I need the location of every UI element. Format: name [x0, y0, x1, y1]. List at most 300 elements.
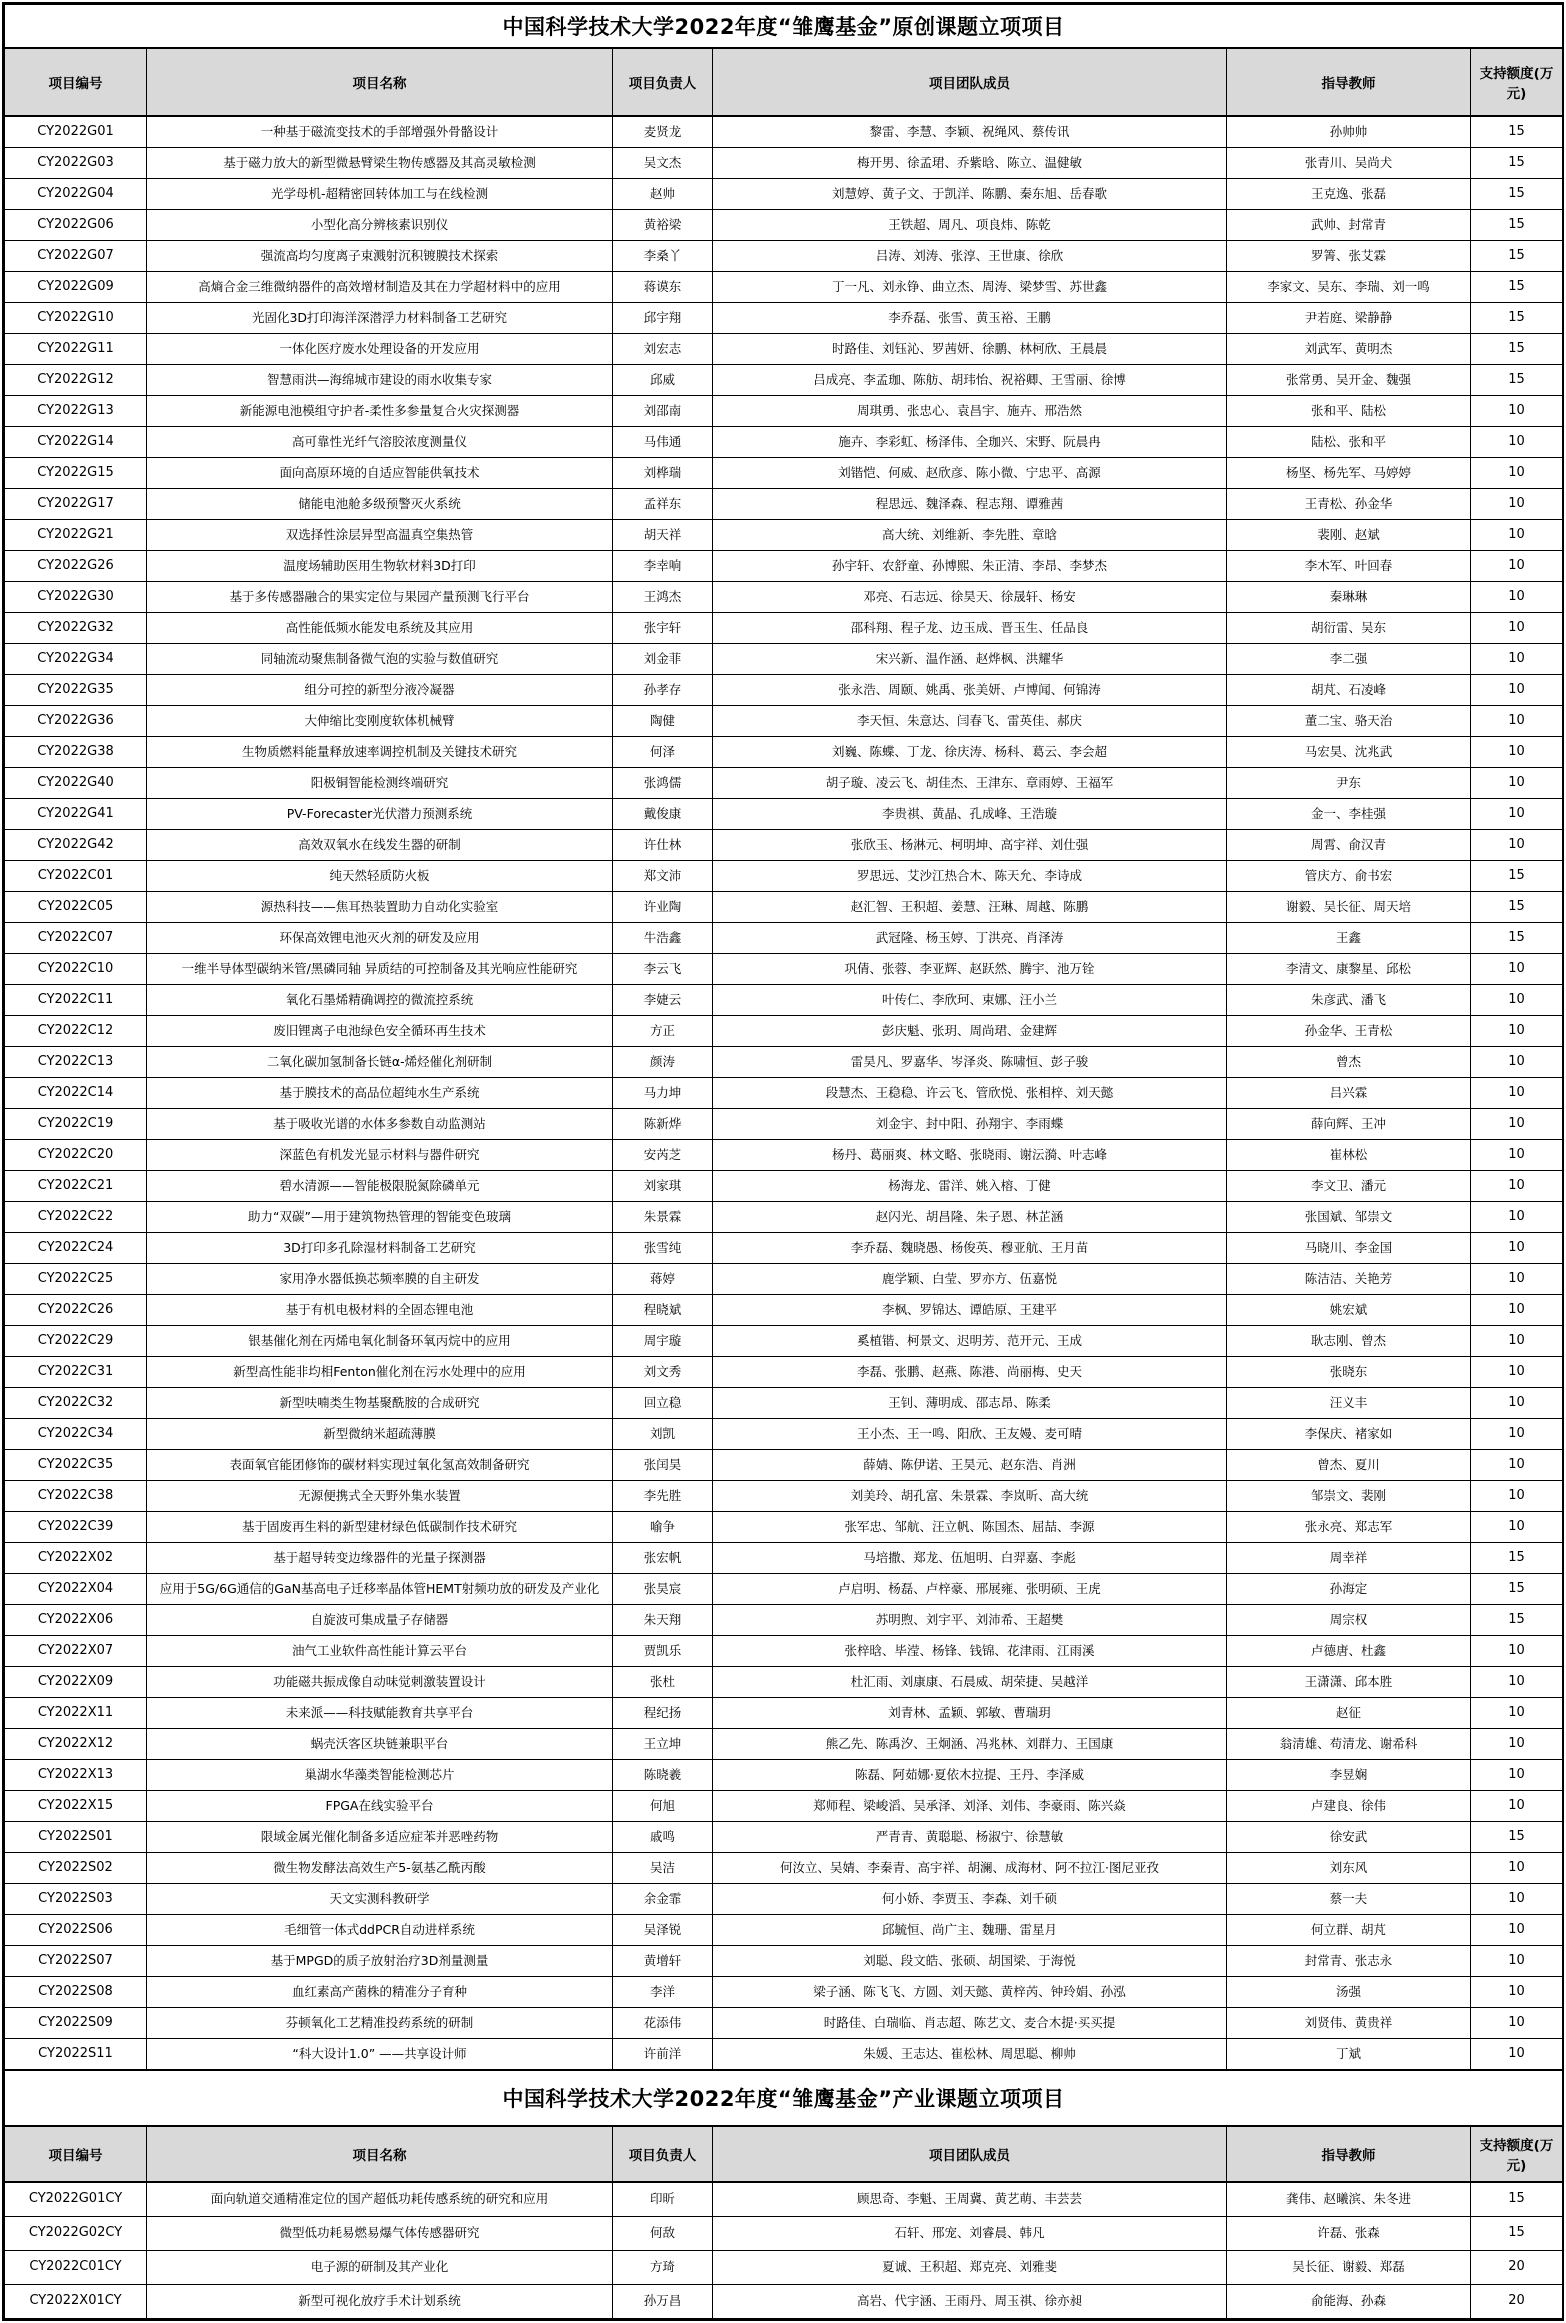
amount-cell: 10: [1471, 520, 1563, 551]
project-name-cell: 面向轨道交通精准定位的国产超低功耗传感系统的研究和应用: [147, 2182, 613, 2217]
project-leader-cell: 张昊宸: [613, 1574, 713, 1605]
table-row: [5, 334, 1563, 365]
project-advisors-cell: 秦琳琳: [1227, 582, 1471, 613]
funding-projects-page: [2, 2, 1564, 2321]
project-id-cell: CY2022S11: [5, 2039, 147, 2070]
project-name-cell: 环保高效锂电池灭火剂的研发及应用: [147, 923, 613, 954]
table-row: [5, 644, 1563, 675]
project-name-cell: 温度场辅助医用生物软材料3D打印: [147, 551, 613, 582]
table-row: [5, 1605, 1563, 1636]
project-leader-cell: 王立坤: [613, 1729, 713, 1760]
project-name-cell: 基于有机电极材料的全固态锂电池: [147, 1295, 613, 1326]
table2-body: [5, 2182, 1563, 2319]
project-advisors-cell: 邹崇文、裴刚: [1227, 1481, 1471, 1512]
project-advisors-cell: 吴长征、谢毅、郑磊: [1227, 2251, 1471, 2285]
project-leader-cell: 张杜: [613, 1667, 713, 1698]
project-leader-cell: 吴文杰: [613, 148, 713, 179]
project-id-cell: CY2022G12: [5, 365, 147, 396]
project-team-cell: 张军忠、邹航、汪立帆、陈国杰、屈喆、李源: [713, 1512, 1227, 1543]
project-name-cell: 高性能低频水能发电系统及其应用: [147, 613, 613, 644]
project-team-cell: 鹿学颖、白莹、罗亦方、伍嘉悦: [713, 1264, 1227, 1295]
project-leader-cell: 李桑丫: [613, 241, 713, 272]
project-name-cell: 新型高性能非均相Fenton催化剂在污水处理中的应用: [147, 1357, 613, 1388]
project-advisors-cell: 张国斌、邹崇文: [1227, 1202, 1471, 1233]
project-leader-cell: 牛浩鑫: [613, 923, 713, 954]
project-id-cell: CY2022C01: [5, 861, 147, 892]
project-id-cell: CY2022G09: [5, 272, 147, 303]
column-header-project-name: 项目名称: [147, 2126, 613, 2182]
amount-cell: 10: [1471, 2039, 1563, 2070]
project-leader-cell: 朱景霖: [613, 1202, 713, 1233]
original-projects-table: [4, 4, 1563, 2070]
project-leader-cell: 马伟通: [613, 427, 713, 458]
amount-cell: 10: [1471, 1977, 1563, 2008]
table-row: [5, 768, 1563, 799]
table-row: [5, 1295, 1563, 1326]
project-id-cell: CY2022C32: [5, 1388, 147, 1419]
project-id-cell: CY2022X12: [5, 1729, 147, 1760]
amount-cell: 15: [1471, 179, 1563, 210]
project-leader-cell: 周宇璇: [613, 1326, 713, 1357]
project-team-cell: 李乔磊、魏晓愚、杨俊英、穆亚航、王月苗: [713, 1233, 1227, 1264]
project-name-cell: 表面氧官能团修饰的碳材料实现过氧化氢高效制备研究: [147, 1450, 613, 1481]
project-advisors-cell: 何立群、胡芃: [1227, 1915, 1471, 1946]
project-id-cell: CY2022C05: [5, 892, 147, 923]
column-header-project-leader: 项目负责人: [613, 48, 713, 116]
project-name-cell: 深蓝色有机发光显示材料与器件研究: [147, 1140, 613, 1171]
project-name-cell: 高效双氧水在线发生器的研制: [147, 830, 613, 861]
amount-cell: 10: [1471, 1667, 1563, 1698]
project-advisors-cell: 周幸祥: [1227, 1543, 1471, 1574]
project-leader-cell: 张雪纯: [613, 1233, 713, 1264]
table-row: [5, 427, 1563, 458]
project-id-cell: CY2022G14: [5, 427, 147, 458]
project-name-cell: 电子源的研制及其产业化: [147, 2251, 613, 2285]
project-leader-cell: 刘宏志: [613, 334, 713, 365]
table-row: [5, 1884, 1563, 1915]
amount-cell: 15: [1471, 334, 1563, 365]
amount-cell: 10: [1471, 799, 1563, 830]
project-advisors-cell: 谢毅、吴长征、周天培: [1227, 892, 1471, 923]
project-name-cell: 无源便携式全天野外集水装置: [147, 1481, 613, 1512]
project-leader-cell: 胡天祥: [613, 520, 713, 551]
project-advisors-cell: 张青川、吴尚犬: [1227, 148, 1471, 179]
project-team-cell: 刘青林、孟颖、郭敏、曹瑞玥: [713, 1698, 1227, 1729]
amount-cell: 10: [1471, 1946, 1563, 1977]
project-id-cell: CY2022C10: [5, 954, 147, 985]
project-name-cell: 新型可视化放疗手术计划系统: [147, 2285, 613, 2319]
project-name-cell: 智慧雨洪—海绵城市建设的雨水收集专家: [147, 365, 613, 396]
amount-cell: 15: [1471, 923, 1563, 954]
amount-cell: 10: [1471, 954, 1563, 985]
project-advisors-cell: 周霄、俞汉青: [1227, 830, 1471, 861]
project-team-cell: 邵科翔、程子龙、边玉成、晋玉生、任品良: [713, 613, 1227, 644]
amount-cell: 15: [1471, 1605, 1563, 1636]
project-leader-cell: 马力坤: [613, 1078, 713, 1109]
project-leader-cell: 安芮芝: [613, 1140, 713, 1171]
project-name-cell: 光学母机-超精密回转体加工与在线检测: [147, 179, 613, 210]
table-row: [5, 2217, 1563, 2251]
project-team-cell: 薛婧、陈伊诺、王昊元、赵东浩、肖洲: [713, 1450, 1227, 1481]
table-row: [5, 1977, 1563, 2008]
project-team-cell: 杜汇雨、刘康康、石晨威、胡荣捷、吴越洋: [713, 1667, 1227, 1698]
project-id-cell: CY2022G11: [5, 334, 147, 365]
amount-cell: 10: [1471, 1264, 1563, 1295]
project-id-cell: CY2022X11: [5, 1698, 147, 1729]
project-name-cell: 微生物发酵法高效生产5-氨基乙酰丙酸: [147, 1853, 613, 1884]
project-team-cell: 陈磊、阿茹娜·夏依木拉提、王丹、李泽威: [713, 1760, 1227, 1791]
project-advisors-cell: 周宗权: [1227, 1605, 1471, 1636]
project-leader-cell: 陶健: [613, 706, 713, 737]
project-name-cell: “科大设计1.0” ——共享设计师: [147, 2039, 613, 2070]
project-advisors-cell: 陆松、张和平: [1227, 427, 1471, 458]
project-name-cell: 新能源电池模组守护者-柔性多参量复合火灾探测器: [147, 396, 613, 427]
table-row: [5, 1853, 1563, 1884]
project-team-cell: 叶传仁、李欣珂、束娜、汪小兰: [713, 985, 1227, 1016]
project-team-cell: 夏诚、王积超、郑克亮、刘雅斐: [713, 2251, 1227, 2285]
amount-cell: 10: [1471, 551, 1563, 582]
project-advisors-cell: 李木军、叶回春: [1227, 551, 1471, 582]
project-id-cell: CY2022G26: [5, 551, 147, 582]
project-leader-cell: 许业陶: [613, 892, 713, 923]
project-id-cell: CY2022C14: [5, 1078, 147, 1109]
amount-cell: 10: [1471, 768, 1563, 799]
project-name-cell: 新型呋喃类生物基聚酰胺的合成研究: [147, 1388, 613, 1419]
project-leader-cell: 李幸响: [613, 551, 713, 582]
amount-cell: 15: [1471, 303, 1563, 334]
project-leader-cell: 许前洋: [613, 2039, 713, 2070]
project-id-cell: CY2022C26: [5, 1295, 147, 1326]
project-advisors-cell: 胡衍雷、吴东: [1227, 613, 1471, 644]
project-name-cell: 组分可控的新型分液冷凝器: [147, 675, 613, 706]
project-id-cell: CY2022X01CY: [5, 2285, 147, 2319]
amount-cell: 10: [1471, 1884, 1563, 1915]
project-advisors-cell: 孙海定: [1227, 1574, 1471, 1605]
project-advisors-cell: 汤强: [1227, 1977, 1471, 2008]
table-row: [5, 458, 1563, 489]
column-header-project-team: 项目团队成员: [713, 48, 1227, 116]
project-leader-cell: 李云飞: [613, 954, 713, 985]
column-header-project-team: 项目团队成员: [713, 2126, 1227, 2182]
table-row: [5, 2039, 1563, 2070]
project-name-cell: 自旋波可集成量子存储器: [147, 1605, 613, 1636]
project-team-cell: 卢启明、杨磊、卢梓豪、邢展雍、张明硕、王虎: [713, 1574, 1227, 1605]
amount-cell: 20: [1471, 2251, 1563, 2285]
amount-cell: 10: [1471, 1388, 1563, 1419]
amount-cell: 10: [1471, 1853, 1563, 1884]
column-header-advisors: 指导教师: [1227, 48, 1471, 116]
project-leader-cell: 张宏帆: [613, 1543, 713, 1574]
project-advisors-cell: 张常勇、吴开金、魏强: [1227, 365, 1471, 396]
table-row: [5, 116, 1563, 148]
project-name-cell: 蜗壳沃客区块链兼职平台: [147, 1729, 613, 1760]
project-id-cell: CY2022C25: [5, 1264, 147, 1295]
project-leader-cell: 余金霏: [613, 1884, 713, 1915]
amount-cell: 10: [1471, 1636, 1563, 1667]
table-row: [5, 2182, 1563, 2217]
table-row: [5, 2285, 1563, 2319]
table-row: [5, 1946, 1563, 1977]
project-leader-cell: 吴泽锐: [613, 1915, 713, 1946]
table-row: [5, 179, 1563, 210]
project-leader-cell: 刘金菲: [613, 644, 713, 675]
amount-cell: 10: [1471, 1791, 1563, 1822]
table-row: [5, 1760, 1563, 1791]
project-advisors-cell: 翁清雄、苟清龙、谢希科: [1227, 1729, 1471, 1760]
project-id-cell: CY2022C31: [5, 1357, 147, 1388]
project-leader-cell: 黄增轩: [613, 1946, 713, 1977]
project-name-cell: 家用净水器低换芯频率膜的自主研发: [147, 1264, 613, 1295]
amount-cell: 10: [1471, 489, 1563, 520]
project-team-cell: 张永浩、周颐、姚禹、张美妍、卢博闻、何锦涛: [713, 675, 1227, 706]
project-team-cell: 梅开男、徐孟珺、乔紫晗、陈立、温健敏: [713, 148, 1227, 179]
project-advisors-cell: 耿志刚、曾杰: [1227, 1326, 1471, 1357]
amount-cell: 10: [1471, 1326, 1563, 1357]
project-id-cell: CY2022G21: [5, 520, 147, 551]
amount-cell: 10: [1471, 830, 1563, 861]
project-advisors-cell: 尹东: [1227, 768, 1471, 799]
amount-cell: 10: [1471, 1512, 1563, 1543]
project-advisors-cell: 卢建良、徐伟: [1227, 1791, 1471, 1822]
amount-cell: 15: [1471, 1543, 1563, 1574]
project-name-cell: 碧水清源——智能极限脱氮除磷单元: [147, 1171, 613, 1202]
project-team-cell: 吕涛、刘涛、张淳、王世康、徐欣: [713, 241, 1227, 272]
table1-title-row: [5, 5, 1563, 49]
project-team-cell: 王钊、薄明成、邵志昂、陈柔: [713, 1388, 1227, 1419]
project-advisors-cell: 吕兴霖: [1227, 1078, 1471, 1109]
table-row: [5, 1698, 1563, 1729]
project-id-cell: CY2022G34: [5, 644, 147, 675]
project-advisors-cell: 刘武军、黄明杰: [1227, 334, 1471, 365]
project-name-cell: 源热科技——焦耳热装置助力自动化实验室: [147, 892, 613, 923]
table2-title-row: [5, 2071, 1563, 2127]
project-id-cell: CY2022C22: [5, 1202, 147, 1233]
project-advisors-cell: 马晓川、李金国: [1227, 1233, 1471, 1264]
project-leader-cell: 贾凯乐: [613, 1636, 713, 1667]
project-name-cell: 储能电池舱多级预警灭火系统: [147, 489, 613, 520]
project-advisors-cell: 董二宝、骆天治: [1227, 706, 1471, 737]
project-advisors-cell: 汪义丰: [1227, 1388, 1471, 1419]
project-advisors-cell: 徐安武: [1227, 1822, 1471, 1853]
project-team-cell: 刘聪、段文皓、张硕、胡国梁、于海悦: [713, 1946, 1227, 1977]
project-team-cell: 孙宇轩、农舒童、孙博熙、朱正清、李昂、李梦杰: [713, 551, 1227, 582]
project-advisors-cell: 王青松、孙金华: [1227, 489, 1471, 520]
project-leader-cell: 孙万昌: [613, 2285, 713, 2319]
project-name-cell: 基于固废再生料的新型建材绿色低碳制作技术研究: [147, 1512, 613, 1543]
table-row: [5, 1233, 1563, 1264]
project-advisors-cell: 胡芃、石凌峰: [1227, 675, 1471, 706]
project-advisors-cell: 罗箐、张艾霖: [1227, 241, 1471, 272]
amount-cell: 10: [1471, 1481, 1563, 1512]
amount-cell: 10: [1471, 1047, 1563, 1078]
project-advisors-cell: 尹若庭、梁静静: [1227, 303, 1471, 334]
project-team-cell: 黎雷、李慧、李颖、祝绳风、蔡传讯: [713, 116, 1227, 148]
table-row: [5, 1915, 1563, 1946]
project-advisors-cell: 刘贤伟、黄贵祥: [1227, 2008, 1471, 2039]
project-advisors-cell: 陈洁洁、关艳芳: [1227, 1264, 1471, 1295]
project-id-cell: CY2022S07: [5, 1946, 147, 1977]
project-leader-cell: 孙孝存: [613, 675, 713, 706]
project-team-cell: 马培撒、郑龙、伍旭明、白羿嘉、李彪: [713, 1543, 1227, 1574]
project-leader-cell: 邱宇翔: [613, 303, 713, 334]
project-team-cell: 李乔磊、张雪、黄玉裕、王鹏: [713, 303, 1227, 334]
project-name-cell: 天文实测科教研学: [147, 1884, 613, 1915]
project-leader-cell: 黄裕梁: [613, 210, 713, 241]
project-id-cell: CY2022C21: [5, 1171, 147, 1202]
project-name-cell: 功能磁共振成像自动味觉刺激装置设计: [147, 1667, 613, 1698]
project-name-cell: 微型低功耗易燃易爆气体传感器研究: [147, 2217, 613, 2251]
amount-cell: 10: [1471, 2008, 1563, 2039]
project-name-cell: 强流高均匀度离子束溅射沉积镀膜技术探索: [147, 241, 613, 272]
project-leader-cell: 程纪扬: [613, 1698, 713, 1729]
industry-projects-table: [4, 2070, 1563, 2319]
project-advisors-cell: 王潇潇、邱本胜: [1227, 1667, 1471, 1698]
project-id-cell: CY2022C20: [5, 1140, 147, 1171]
project-id-cell: CY2022C01CY: [5, 2251, 147, 2285]
table-row: [5, 1667, 1563, 1698]
project-name-cell: 一体化医疗废水处理设备的开发应用: [147, 334, 613, 365]
project-advisors-cell: 李保庆、褚家如: [1227, 1419, 1471, 1450]
table-row: [5, 1047, 1563, 1078]
project-leader-cell: 方琦: [613, 2251, 713, 2285]
project-advisors-cell: 李清文、康黎星、邱松: [1227, 954, 1471, 985]
table-row: [5, 1171, 1563, 1202]
project-team-cell: 赵汇智、王积超、姜慧、汪琳、周越、陈鹏: [713, 892, 1227, 923]
project-id-cell: CY2022G01: [5, 116, 147, 148]
table-row: [5, 2251, 1563, 2285]
project-leader-cell: 李先胜: [613, 1481, 713, 1512]
table-row: [5, 1450, 1563, 1481]
project-name-cell: 大伸缩比变刚度软体机械臂: [147, 706, 613, 737]
amount-cell: 20: [1471, 2285, 1563, 2319]
table-row: [5, 1822, 1563, 1853]
project-id-cell: CY2022S09: [5, 2008, 147, 2039]
amount-cell: 10: [1471, 737, 1563, 768]
project-team-cell: 石轩、邢宠、刘睿晨、韩凡: [713, 2217, 1227, 2251]
project-leader-cell: 张鸿儒: [613, 768, 713, 799]
project-id-cell: CY2022C34: [5, 1419, 147, 1450]
project-leader-cell: 颜涛: [613, 1047, 713, 1078]
project-name-cell: 面向高原环境的自适应智能供氧技术: [147, 458, 613, 489]
table-row: [5, 1016, 1563, 1047]
project-id-cell: CY2022G15: [5, 458, 147, 489]
project-leader-cell: 许仕林: [613, 830, 713, 861]
project-team-cell: 李贵祺、黄晶、孔成峰、王浩璇: [713, 799, 1227, 830]
project-team-cell: 邱毓恒、尚广主、魏珊、雷星月: [713, 1915, 1227, 1946]
project-name-cell: 巢湖水华藻类智能检测芯片: [147, 1760, 613, 1791]
project-team-cell: 杨丹、葛丽爽、林文略、张晓雨、谢沄漪、叶志峰: [713, 1140, 1227, 1171]
amount-cell: 15: [1471, 2217, 1563, 2251]
project-leader-cell: 喻争: [613, 1512, 713, 1543]
table-row: [5, 520, 1563, 551]
project-team-cell: 高岩、代宇涵、王雨丹、周玉祺、徐亦昶: [713, 2285, 1227, 2319]
project-team-cell: 严青青、黄聪聪、杨淑宁、徐慧敏: [713, 1822, 1227, 1853]
amount-cell: 10: [1471, 1233, 1563, 1264]
project-id-cell: CY2022X15: [5, 1791, 147, 1822]
project-team-cell: 顾思奇、李魁、王周冀、黄艺萌、丰芸芸: [713, 2182, 1227, 2217]
amount-cell: 10: [1471, 582, 1563, 613]
project-advisors-cell: 曾杰: [1227, 1047, 1471, 1078]
table-row: [5, 1264, 1563, 1295]
table-row: [5, 303, 1563, 334]
project-team-cell: 丁一凡、刘永铮、曲立杰、周涛、梁梦雪、苏世鑫: [713, 272, 1227, 303]
project-team-cell: 李磊、张鹏、赵燕、陈港、尚丽梅、史天: [713, 1357, 1227, 1388]
amount-cell: 15: [1471, 1822, 1563, 1853]
project-id-cell: CY2022X06: [5, 1605, 147, 1636]
amount-cell: 15: [1471, 1574, 1563, 1605]
project-advisors-cell: 李文卫、潘元: [1227, 1171, 1471, 1202]
project-advisors-cell: 李家文、吴东、李瑞、刘一鸣: [1227, 272, 1471, 303]
project-advisors-cell: 封常青、张志永: [1227, 1946, 1471, 1977]
project-id-cell: CY2022C39: [5, 1512, 147, 1543]
project-id-cell: CY2022S02: [5, 1853, 147, 1884]
project-id-cell: CY2022C24: [5, 1233, 147, 1264]
project-team-cell: 刘美玲、胡孔富、朱景霖、李岚昕、高大统: [713, 1481, 1227, 1512]
project-leader-cell: 张宇轩: [613, 613, 713, 644]
project-leader-cell: 李洋: [613, 1977, 713, 2008]
project-leader-cell: 陈新烨: [613, 1109, 713, 1140]
table-row: [5, 799, 1563, 830]
table-row: [5, 1419, 1563, 1450]
table-row: [5, 1729, 1563, 1760]
project-advisors-cell: 武帅、封常青: [1227, 210, 1471, 241]
project-team-cell: 杨海龙、雷洋、姚入榕、丁健: [713, 1171, 1227, 1202]
project-advisors-cell: 马宏昊、沈兆武: [1227, 737, 1471, 768]
project-id-cell: CY2022G02CY: [5, 2217, 147, 2251]
project-id-cell: CY2022S03: [5, 1884, 147, 1915]
project-leader-cell: 赵帅: [613, 179, 713, 210]
project-leader-cell: 吴洁: [613, 1853, 713, 1884]
amount-cell: 15: [1471, 116, 1563, 148]
column-header-project-id: 项目编号: [5, 48, 147, 116]
project-leader-cell: 何泽: [613, 737, 713, 768]
project-advisors-cell: 张晓东: [1227, 1357, 1471, 1388]
project-advisors-cell: 曾杰、夏川: [1227, 1450, 1471, 1481]
project-team-cell: 雷昊凡、罗嘉华、岑泽炎、陈啸恒、彭子骏: [713, 1047, 1227, 1078]
project-team-cell: 梁子涵、陈飞飞、方圆、刘天懿、黄梓芮、钟玲娟、孙泓: [713, 1977, 1227, 2008]
project-id-cell: CY2022X09: [5, 1667, 147, 1698]
project-name-cell: 一维半导体型碳纳米管/黑磷同轴 异质结的可控制备及其光响应性能研究: [147, 954, 613, 985]
project-name-cell: 芬顿氧化工艺精准投药系统的研制: [147, 2008, 613, 2039]
project-id-cell: CY2022X07: [5, 1636, 147, 1667]
project-leader-cell: 方正: [613, 1016, 713, 1047]
table-row: [5, 1202, 1563, 1233]
project-team-cell: 施卉、李彩虹、杨泽伟、全珈兴、宋野、阮晨冉: [713, 427, 1227, 458]
project-team-cell: 刘慧婷、黄子文、于凯洋、陈鹏、秦东旭、岳春歌: [713, 179, 1227, 210]
project-name-cell: 氧化石墨烯精确调控的微流控系统: [147, 985, 613, 1016]
project-leader-cell: 刘文秀: [613, 1357, 713, 1388]
amount-cell: 10: [1471, 1109, 1563, 1140]
table2-header-row: [5, 2126, 1563, 2182]
amount-cell: 15: [1471, 365, 1563, 396]
table-row: [5, 210, 1563, 241]
amount-cell: 10: [1471, 706, 1563, 737]
project-leader-cell: 孟祥东: [613, 489, 713, 520]
project-id-cell: CY2022S01: [5, 1822, 147, 1853]
project-leader-cell: 麦贤龙: [613, 116, 713, 148]
amount-cell: 10: [1471, 1140, 1563, 1171]
project-leader-cell: 刘家琪: [613, 1171, 713, 1202]
project-leader-cell: 陈晓羲: [613, 1760, 713, 1791]
project-team-cell: 刘金宇、封中阳、孙翔宇、李雨蝶: [713, 1109, 1227, 1140]
project-leader-cell: 何旭: [613, 1791, 713, 1822]
project-id-cell: CY2022G01CY: [5, 2182, 147, 2217]
project-name-cell: 小型化高分辨核素识别仪: [147, 210, 613, 241]
table-row: [5, 861, 1563, 892]
project-name-cell: 毛细管一体式ddPCR自动进样系统: [147, 1915, 613, 1946]
project-team-cell: 胡子璇、凌云飞、胡佳杰、王津东、章雨婷、王福军: [713, 768, 1227, 799]
project-name-cell: 基于MPGD的质子放射治疗3D剂量测量: [147, 1946, 613, 1977]
